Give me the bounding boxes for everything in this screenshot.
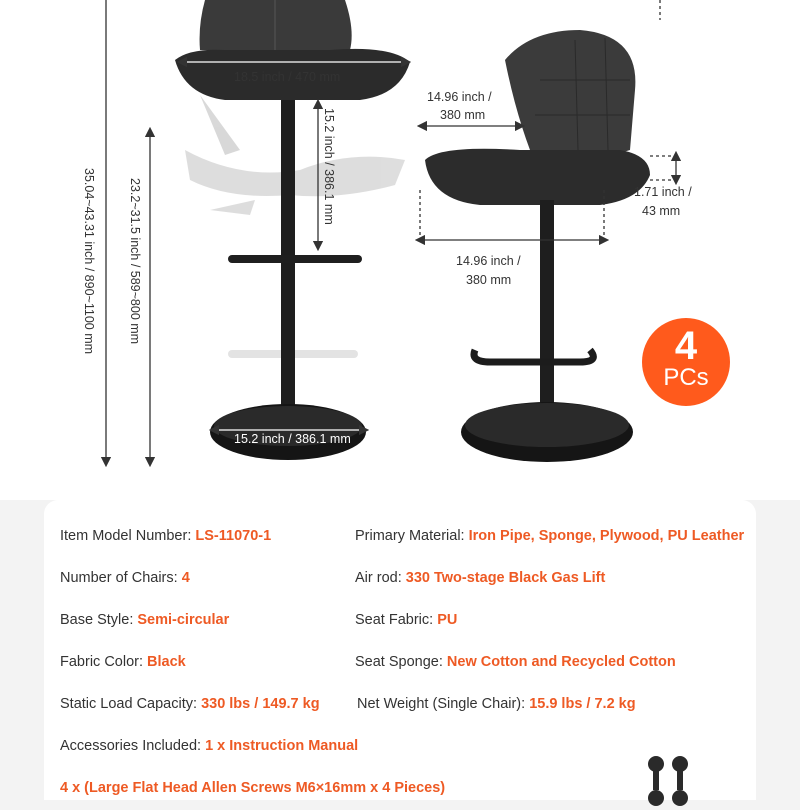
spec-model-label: Item Model Number:	[60, 528, 196, 544]
spec-sponge-label: Seat Sponge:	[355, 654, 447, 670]
spec-accessories-label: Accessories Included:	[60, 738, 206, 754]
spec-weight-value: 15.9 lbs / 7.2 kg	[529, 696, 636, 712]
stool-front-view	[175, 0, 410, 460]
spec-airrod-value: 330 Two-stage Black Gas Lift	[405, 570, 606, 586]
spec-model	[60, 528, 271, 544]
seat-height-label: 23.2~31.5 inch / 589~800 mm	[128, 178, 142, 345]
seat-depth-label-1: 14.96 inch /	[456, 254, 521, 268]
spec-load	[60, 696, 320, 712]
spec-chairs	[60, 570, 190, 586]
badge-unit: PCs	[663, 364, 709, 391]
spec-load-value: 330 lbs / 149.7 kg	[201, 696, 320, 712]
back-width-label-2: 380 mm	[440, 108, 486, 122]
spec-fabric	[355, 612, 457, 628]
base-diameter-label: 15.2 inch / 386.1 mm	[234, 432, 351, 446]
spec-material-value: Iron Pipe, Sponge, Plywood, PU Leather	[468, 528, 745, 544]
specifications-card	[44, 500, 756, 800]
spec-fabric-label: Seat Fabric:	[355, 612, 438, 628]
spec-screws-value: 4 x (Large Flat Head Allen Screws M6×16mm x 4 Pieces)	[60, 780, 446, 796]
spec-fabric-value: PU	[437, 612, 458, 628]
spec-base-value: Semi-circular	[137, 612, 230, 628]
spec-weight-label: Net Weight (Single Chair):	[357, 696, 530, 712]
lift-range-label: 15.2 inch / 386.1 mm	[322, 108, 336, 225]
spec-accessories-value: 1 x Instruction Manual	[205, 738, 359, 754]
spec-sponge	[355, 654, 676, 670]
spec-chairs-value: 4	[181, 570, 190, 586]
spec-color-value: Black	[147, 654, 186, 670]
spec-material-label: Primary Material:	[355, 528, 469, 544]
spec-base-label: Base Style:	[60, 612, 138, 628]
spec-material	[355, 528, 744, 544]
spec-airrod	[355, 570, 605, 586]
spec-weight	[357, 696, 636, 712]
spec-sponge-value: New Cotton and Recycled Cotton	[446, 654, 676, 670]
cushion-label-2: 43 mm	[642, 204, 681, 218]
spec-airrod-label: Air rod:	[355, 570, 406, 586]
total-height-label: 35.04~43.31 inch / 890~1100 mm	[82, 168, 96, 355]
cushion-label-1: 1.71 inch /	[634, 185, 692, 199]
quantity-badge	[642, 318, 730, 406]
spec-screws	[60, 780, 445, 796]
spec-base	[60, 612, 229, 628]
spec-color	[60, 654, 186, 670]
seat-depth-label-2: 380 mm	[466, 273, 512, 287]
spec-load-label: Static Load Capacity:	[60, 696, 202, 712]
seat-width-label: 18.5 inch / 470 mm	[234, 70, 341, 84]
spec-model-value: LS-11070-1	[195, 528, 272, 544]
screws-icon	[638, 750, 698, 810]
badge-number: 4	[674, 324, 698, 368]
spec-color-label: Fabric Color:	[60, 654, 148, 670]
back-width-label-1: 14.96 inch /	[427, 90, 492, 104]
spec-accessories	[60, 738, 358, 754]
spec-chairs-label: Number of Chairs:	[60, 570, 182, 586]
